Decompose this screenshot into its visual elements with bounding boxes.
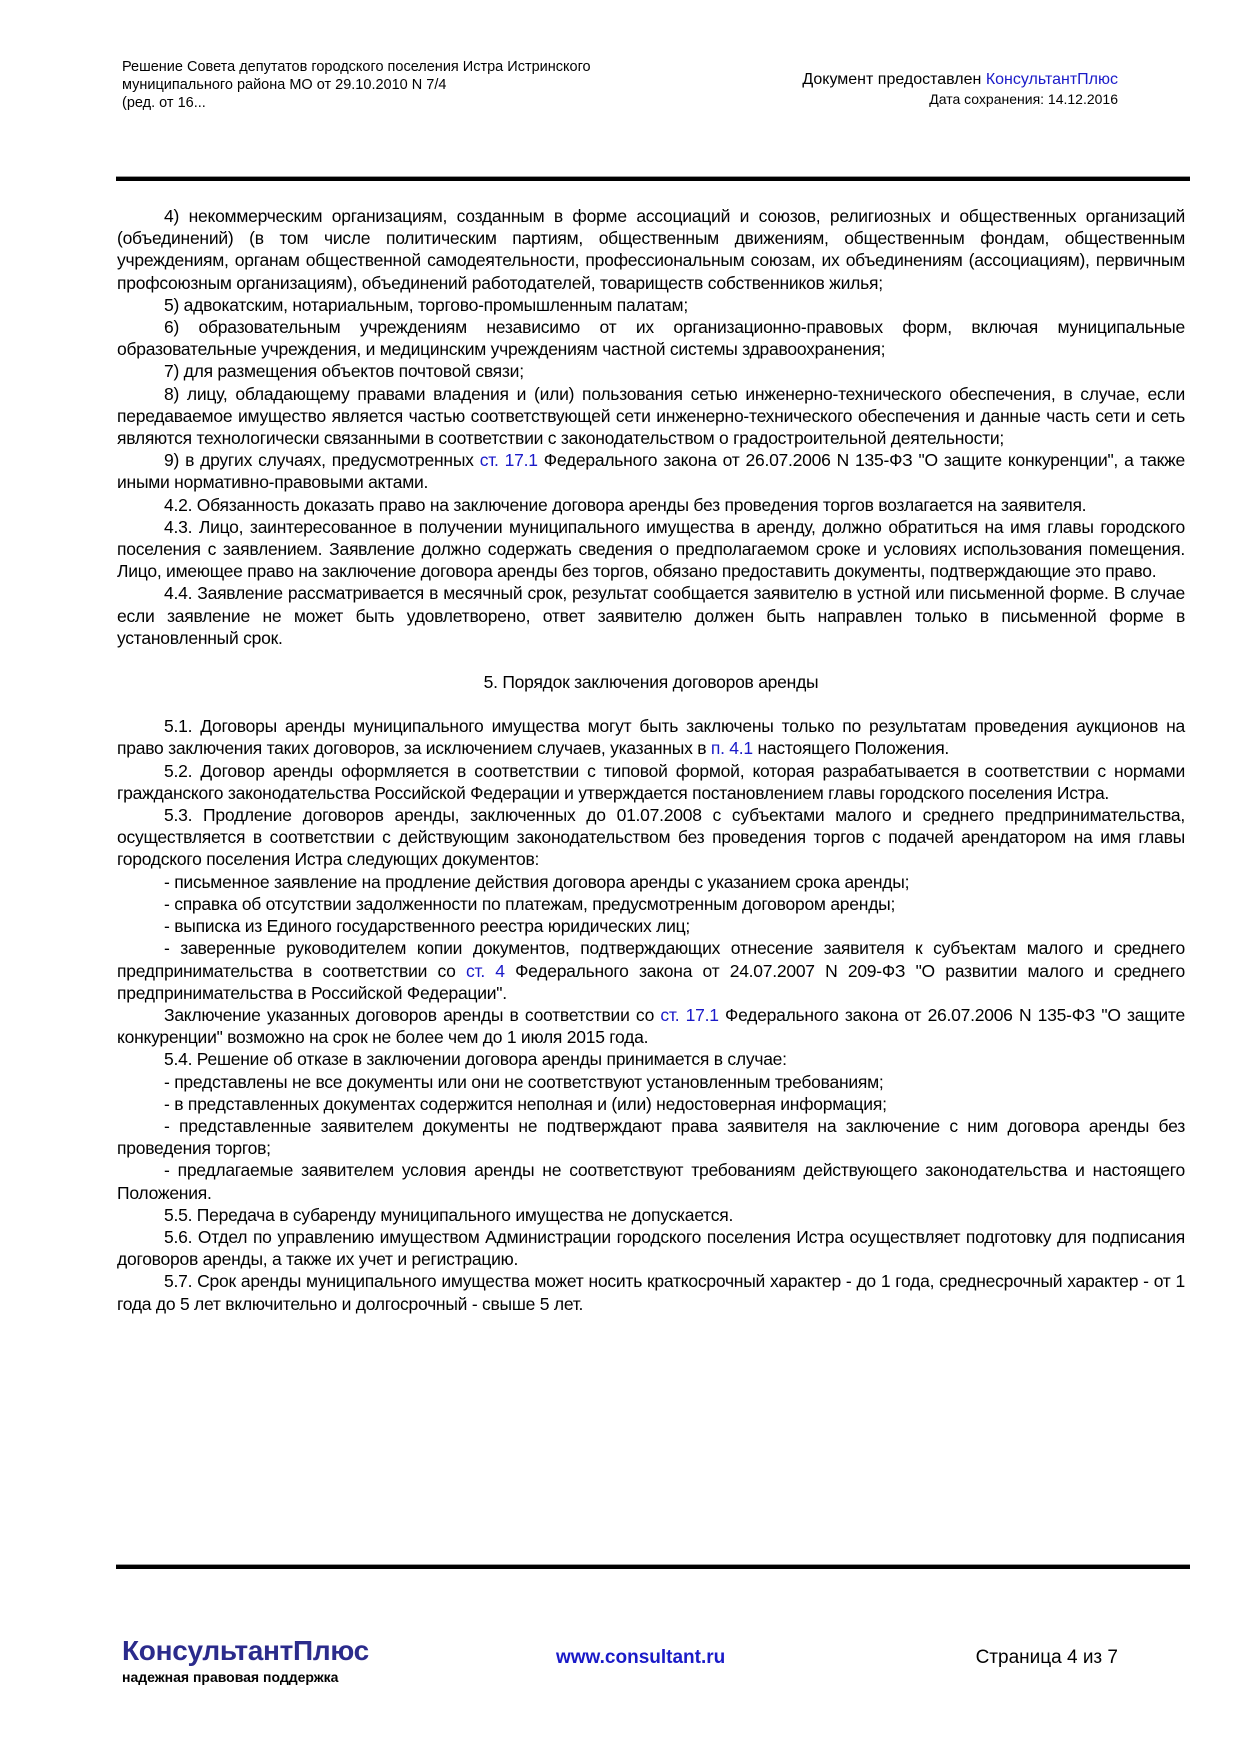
text-span: Федерального закона от 26.07.2006 N 135-ФЗ "О защите конкуренции", а также иными нормативно-правовыми актами.: [117, 450, 1185, 493]
paragraph-item-5: 5) адвокатским, нотариальным, торгово-промышленным палатам;: [164, 294, 688, 315]
paragraph-item-6: 6) образовательным учреждениям независимо от их организационно-правовых форм, включая муниципальные образовательные учреждения, и медицинским учреждениям частной системы здравоохранения;: [117, 317, 1185, 360]
paragraph-5-6: 5.6. Отдел по управлению имуществом Администрации городского поселения Истра осуществляет подготовку для подписания договоров аренды, а также их учет и регистрацию.: [117, 1226, 1185, 1270]
document-body: [117, 205, 1185, 1315]
consultant-logo: [122, 1636, 369, 1686]
paragraph-item-4: 4) некоммерческим организациям, созданным в форме ассоциаций и союзов, религиозных и общественных организаций (объединений) (в том числе политическим партиям, общественным движениям, общественным фондам, общественным учреждениям, органам общественной самодеятельности, профессиональным союзам, их объединениям (ассоциациям), первичным профсоюзным организациям), объединений работодателей, товариществ собственников жилья;: [117, 206, 1185, 293]
document-title: [122, 58, 722, 112]
text-span: - заверенные руководителем копии документов, подтверждающих отнесение заявителя к субъектам малого и среднего предпринимательства в соответствии со: [117, 938, 1185, 981]
link-article-4[interactable]: ст. 4: [466, 960, 505, 981]
list-item: - представленные заявителем документы не подтверждают права заявителя на заключение с ним договора аренды без проведения торгов;: [117, 1115, 1185, 1159]
list-item: [117, 937, 1185, 1004]
list-item: - письменное заявление на продление действия договора аренды с указанием срока аренды;: [164, 871, 910, 892]
paragraph-5-1: [117, 715, 1185, 759]
footer-divider: [116, 1564, 1190, 1569]
paragraph-5-3-conclusion: [117, 1004, 1185, 1048]
list-item: - выписка из Единого государственного реестра юридических лиц;: [164, 916, 691, 937]
paragraph-5-3: 5.3. Продление договоров аренды, заключенных до 01.07.2008 с субъектами малого и среднего предпринимательства, осуществляется в соответствии с действующим законодательством без проведения торгов с подачей арендатором на имя главы городского поселения Истра следующих документов:: [117, 805, 1185, 870]
paragraph-5-4: 5.4. Решение об отказе в заключении договора аренды принимается в случае:: [164, 1049, 787, 1070]
paragraph-5-5: 5.5. Передача в субаренду муниципального имущества не допускается.: [164, 1204, 734, 1225]
link-point-4-1[interactable]: п. 4.1: [710, 738, 753, 759]
paragraph-4-4: 4.4. Заявление рассматривается в месячный срок, результат сообщается заявителю в устной или письменной форме. В случае если заявление не может быть удовлетворено, ответ заявителю должен быть направлен только в письменной форме в установленный срок.: [117, 583, 1185, 648]
page-number: Страница 4 из 7: [975, 1647, 1118, 1668]
text-span: Федерального закона от 24.07.2007 N 209-ФЗ "О развитии малого и среднего предпринимательства в Российской Федерации".: [117, 960, 1185, 1003]
text-span: 9) в других случаях, предусмотренных: [164, 450, 480, 471]
paragraph-5-2: 5.2. Договор аренды оформляется в соответствии с типовой формой, которая разрабатывается в соответствии с нормами гражданского законодательства Российской Федерации и утверждается постановлением главы городского поселения Истра.: [117, 760, 1185, 803]
list-item: - в представленных документах содержится неполная и (или) недостоверная информация;: [164, 1093, 887, 1114]
list-item: - предлагаемые заявителем условия аренды не соответствуют требованиям действующего законодательства и настоящего Положения.: [117, 1160, 1185, 1203]
link-article-17-1[interactable]: ст. 17.1: [479, 450, 538, 471]
document-title-line-1: Решение Совета депутатов городского поселения Истра Истринского: [122, 59, 591, 75]
document-title-line-3: (ред. от 16...: [122, 95, 206, 111]
text-span: 5.1. Договоры аренды муниципального имущества могут быть заключены только по результатам проведения аукционов на право заключения таких договоров, за исключением случаев, указанных в: [117, 716, 1185, 759]
paragraph-item-9: [117, 449, 1185, 493]
paragraph-5-7: 5.7. Срок аренды муниципального имущества может носить краткосрочный характер - до 1 года, среднесрочный характер - от 1 года до 5 лет включительно и долгосрочный - свыше 5 лет.: [117, 1271, 1185, 1314]
provided-by-label: Документ предоставлен: [802, 71, 986, 88]
website-link[interactable]: www.consultant.ru: [556, 1647, 726, 1668]
provider-brand-link[interactable]: КонсультантПлюс: [985, 71, 1118, 88]
document-title-line-2: муниципального района МО от 29.10.2010 N 7/4: [122, 77, 447, 93]
provided-by: [802, 70, 1118, 90]
paragraph-item-8: 8) лицу, обладающему правами владения и (или) пользования сетью инженерно-технического обеспечения, в случае, если передаваемое имущество является частью соответствующей сети инженерно-технического обеспечения и данные часть сети и сеть являются технологически связанными в соответствии с законодательством о градостроительной деятельности;: [117, 383, 1185, 449]
saved-date: Дата сохранения: 14.12.2016: [929, 91, 1118, 107]
paragraph-4-2: 4.2. Обязанность доказать право на заключение договора аренды без проведения торгов возлагается на заявителя.: [164, 494, 1087, 515]
section-5-heading: 5. Порядок заключения договоров аренды: [483, 672, 819, 693]
provider-info: [802, 70, 1118, 108]
paragraph-4-3: 4.3. Лицо, заинтересованное в получении муниципального имущества в аренду, должно обратиться на имя главы городского поселения с заявлением. Заявление должно содержать сведения о предполагаемом сроке и условиях использования помещения. Лицо, имеющее право на заключение договора аренды без торгов, обязано предоставить документы, подтверждающие это право.: [117, 516, 1185, 582]
list-item: - справка об отсутствии задолженности по платежам, предусмотренным договором аренды;: [164, 893, 896, 914]
logo-tagline: надежная правовая поддержка: [122, 1669, 339, 1685]
paragraph-item-7: 7) для размещения объектов почтовой связи;: [164, 361, 524, 382]
list-item: - представлены не все документы или они не соответствуют установленным требованиям;: [164, 1071, 884, 1092]
text-span: настоящего Положения.: [752, 738, 950, 759]
text-span: Федерального закона от 26.07.2006 N 135-ФЗ "О защите конкуренции" возможно на срок не более чем до 1 июля 2015 года.: [117, 1004, 1185, 1048]
header-divider: [116, 176, 1190, 181]
link-article-17-1-second[interactable]: ст. 17.1: [660, 1004, 719, 1025]
text-span: Заключение указанных договоров аренды в соответствии со: [164, 1004, 661, 1025]
logo-brand-name: КонсультантПлюс: [122, 1635, 369, 1666]
